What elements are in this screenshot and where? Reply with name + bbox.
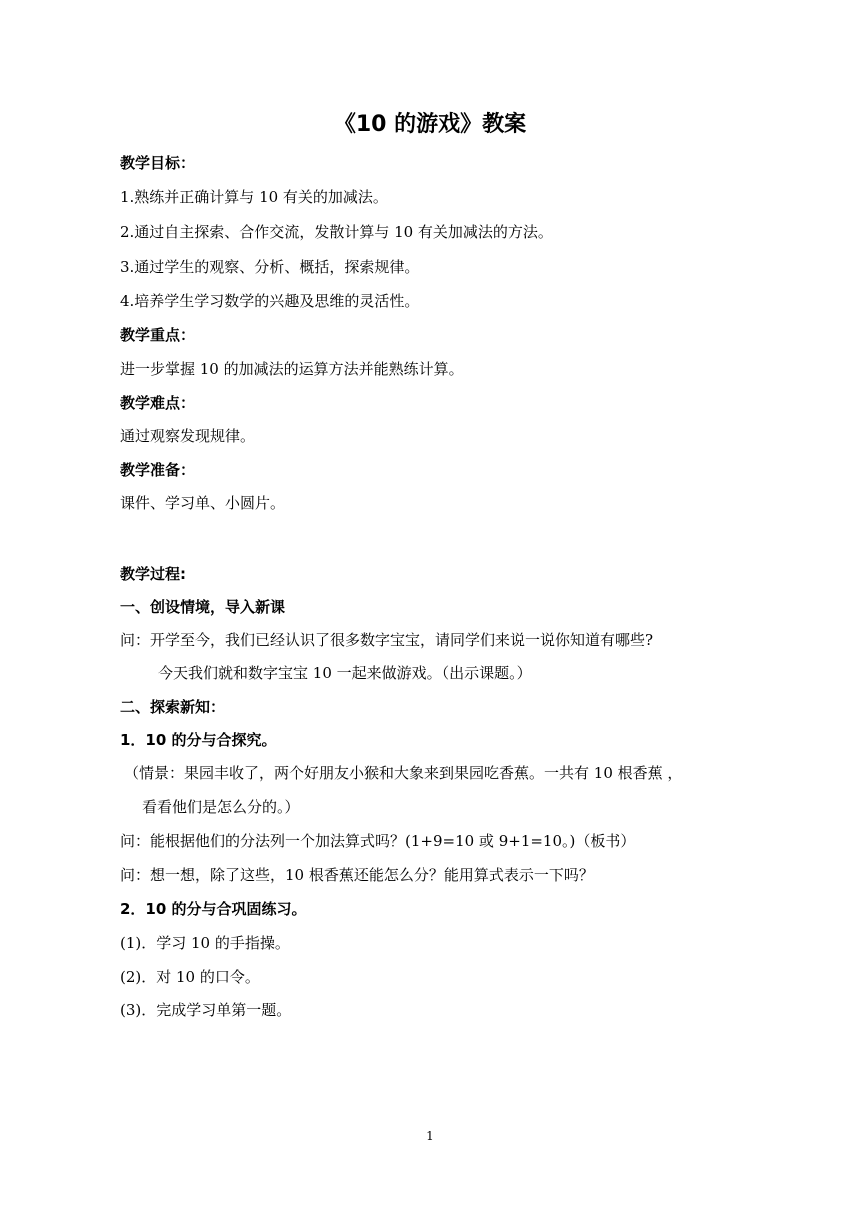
- sub1-scene-line1: （情景：果园丰收了，两个好朋友小猴和大象来到果园吃香蕉。一共有 10 根香蕉 ，: [124, 764, 683, 782]
- document-title: 《10 的游戏》教案: [333, 112, 527, 137]
- section1-question: 问：开学至今，我们已经认识了很多数字宝宝，请同学们来说一说你知道有哪些?: [120, 631, 654, 649]
- objective-item: 1.熟练并正确计算与 10 有关的加减法。: [120, 188, 388, 206]
- key-points-heading: 教学重点：: [120, 326, 196, 344]
- objective-item: 3.通过学生的观察、分析、概括，探索规律。: [120, 258, 420, 276]
- difficulties-heading: 教学难点：: [120, 394, 196, 412]
- difficulties-text: 通过观察发现规律。: [120, 427, 256, 445]
- objective-item: 2.通过自主探索、合作交流，发散计算与 10 有关加减法的方法。: [120, 223, 553, 241]
- objectives-heading: 教学目标：: [120, 154, 196, 172]
- sub2-item: (2)．对 10 的口令。: [120, 968, 260, 986]
- sub2-heading: 2．10 的分与合巩固练习。: [120, 900, 307, 918]
- process-heading: 教学过程:: [120, 565, 186, 583]
- sub2-item: (3)．完成学习单第一题。: [120, 1001, 292, 1019]
- sub2-item: (1)．学习 10 的手指操。: [120, 934, 290, 952]
- sub1-scene-line2: 看看他们是怎么分的。）: [142, 798, 300, 816]
- page-number: 1: [426, 1129, 434, 1143]
- section1-heading: 一、创设情境，导入新课: [120, 598, 286, 616]
- section1-text: 今天我们就和数字宝宝 10 一起来做游戏。（出示课题。）: [158, 664, 532, 682]
- sub1-heading: 1．10 的分与合探究。: [120, 731, 277, 749]
- preparation-heading: 教学准备：: [120, 461, 196, 479]
- objective-item: 4.培养学生学习数学的兴趣及思维的灵活性。: [120, 292, 420, 310]
- sub1-question1: 问：能根据他们的分法列一个加法算式吗？(1+9=10 或 9+1=10。)（板书）: [120, 832, 636, 850]
- section2-heading: 二、探索新知：: [120, 698, 226, 716]
- key-points-text: 进一步掌握 10 的加减法的运算方法并能熟练计算。: [120, 360, 464, 378]
- sub1-question2: 问：想一想，除了这些，10 根香蕉还能怎么分？能用算式表示一下吗？: [120, 866, 594, 884]
- preparation-text: 课件、学习单、小圆片。: [120, 494, 286, 512]
